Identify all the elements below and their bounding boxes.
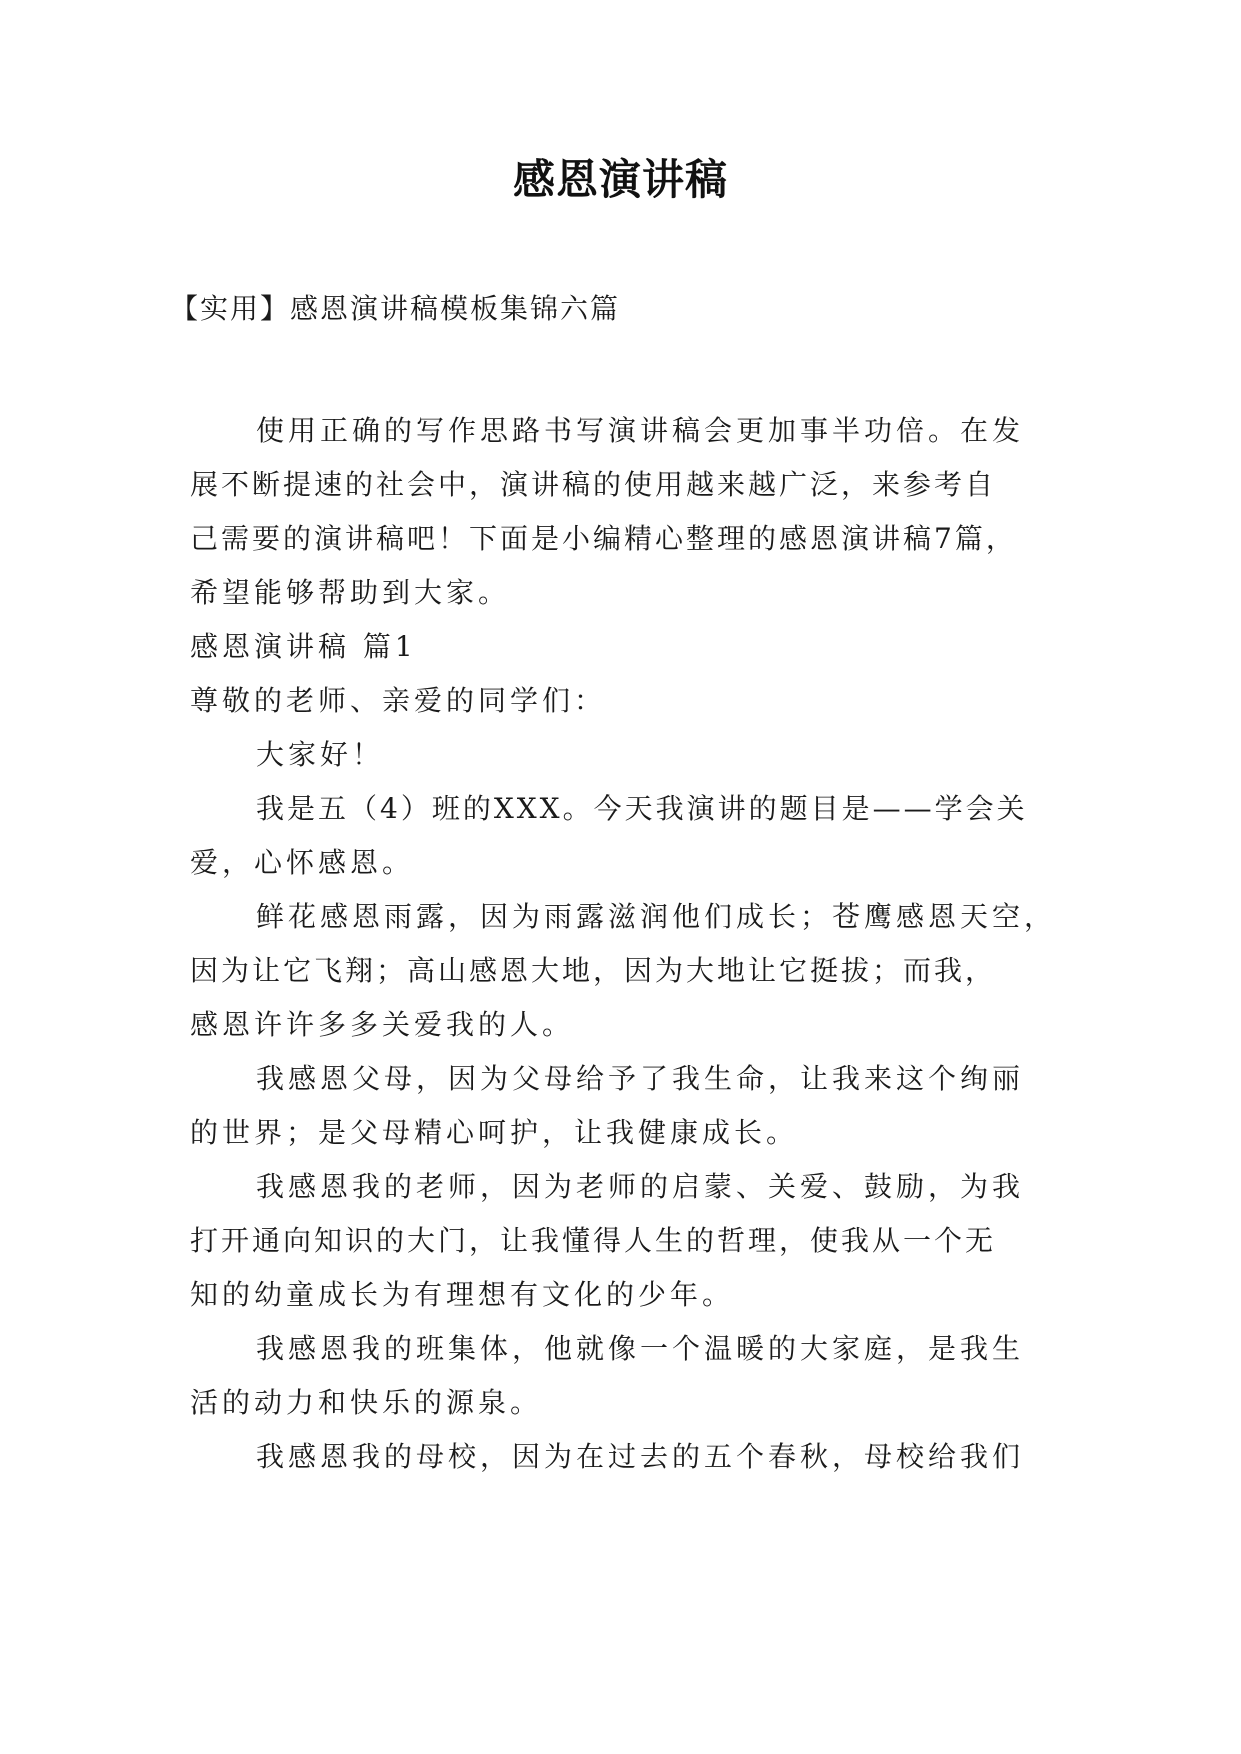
text-line: 感恩演讲稿 篇1: [190, 630, 417, 663]
text-line: 活的动力和快乐的源泉。: [190, 1386, 543, 1419]
document-body: [190, 404, 1060, 1484]
text-line: 己需要的演讲稿吧！下面是小编精心整理的感恩演讲稿7篇，: [190, 522, 1017, 555]
text-line: 使用正确的写作思路书写演讲稿会更加事半功倍。在发: [256, 414, 1025, 447]
text-line: 尊敬的老师、亲爱的同学们：: [190, 684, 607, 717]
text-line: 展不断提速的社会中，演讲稿的使用越来越广泛，来参考自: [190, 468, 997, 501]
document-title: 感恩演讲稿: [512, 155, 728, 204]
text-line: 感恩许许多多关爱我的人。: [190, 1008, 575, 1041]
text-line: 我感恩我的班集体，他就像一个温暖的大家庭，是我生: [256, 1332, 1025, 1365]
text-line: 我是五（4）班的XXX。今天我演讲的题目是——学会关: [256, 792, 1028, 825]
text-line: 大家好！: [256, 738, 385, 771]
text-line: 希望能够帮助到大家。: [190, 576, 511, 609]
text-line: 打开通向知识的大门，让我懂得人生的哲理，使我从一个无: [190, 1224, 997, 1257]
text-line: 鲜花感恩雨露，因为雨露滋润他们成长；苍鹰感恩天空，: [256, 900, 1057, 933]
text-line: 我感恩我的老师，因为老师的启蒙、关爱、鼓励，为我: [256, 1170, 1025, 1203]
text-line: 我感恩父母，因为父母给予了我生命，让我来这个绚丽: [256, 1062, 1025, 1095]
text-line: 爱，心怀感恩。: [190, 846, 415, 879]
text-line: 的世界；是父母精心呵护，让我健康成长。: [190, 1116, 799, 1149]
text-line: 我感恩我的母校，因为在过去的五个春秋，母校给我们: [256, 1440, 1025, 1473]
document-subtitle: 【实用】感恩演讲稿模板集锦六篇: [170, 292, 621, 325]
text-line: 知的幼童成长为有理想有文化的少年。: [190, 1278, 735, 1311]
text-line: 因为让它飞翔；高山感恩大地，因为大地让它挺拔；而我，: [190, 954, 997, 987]
